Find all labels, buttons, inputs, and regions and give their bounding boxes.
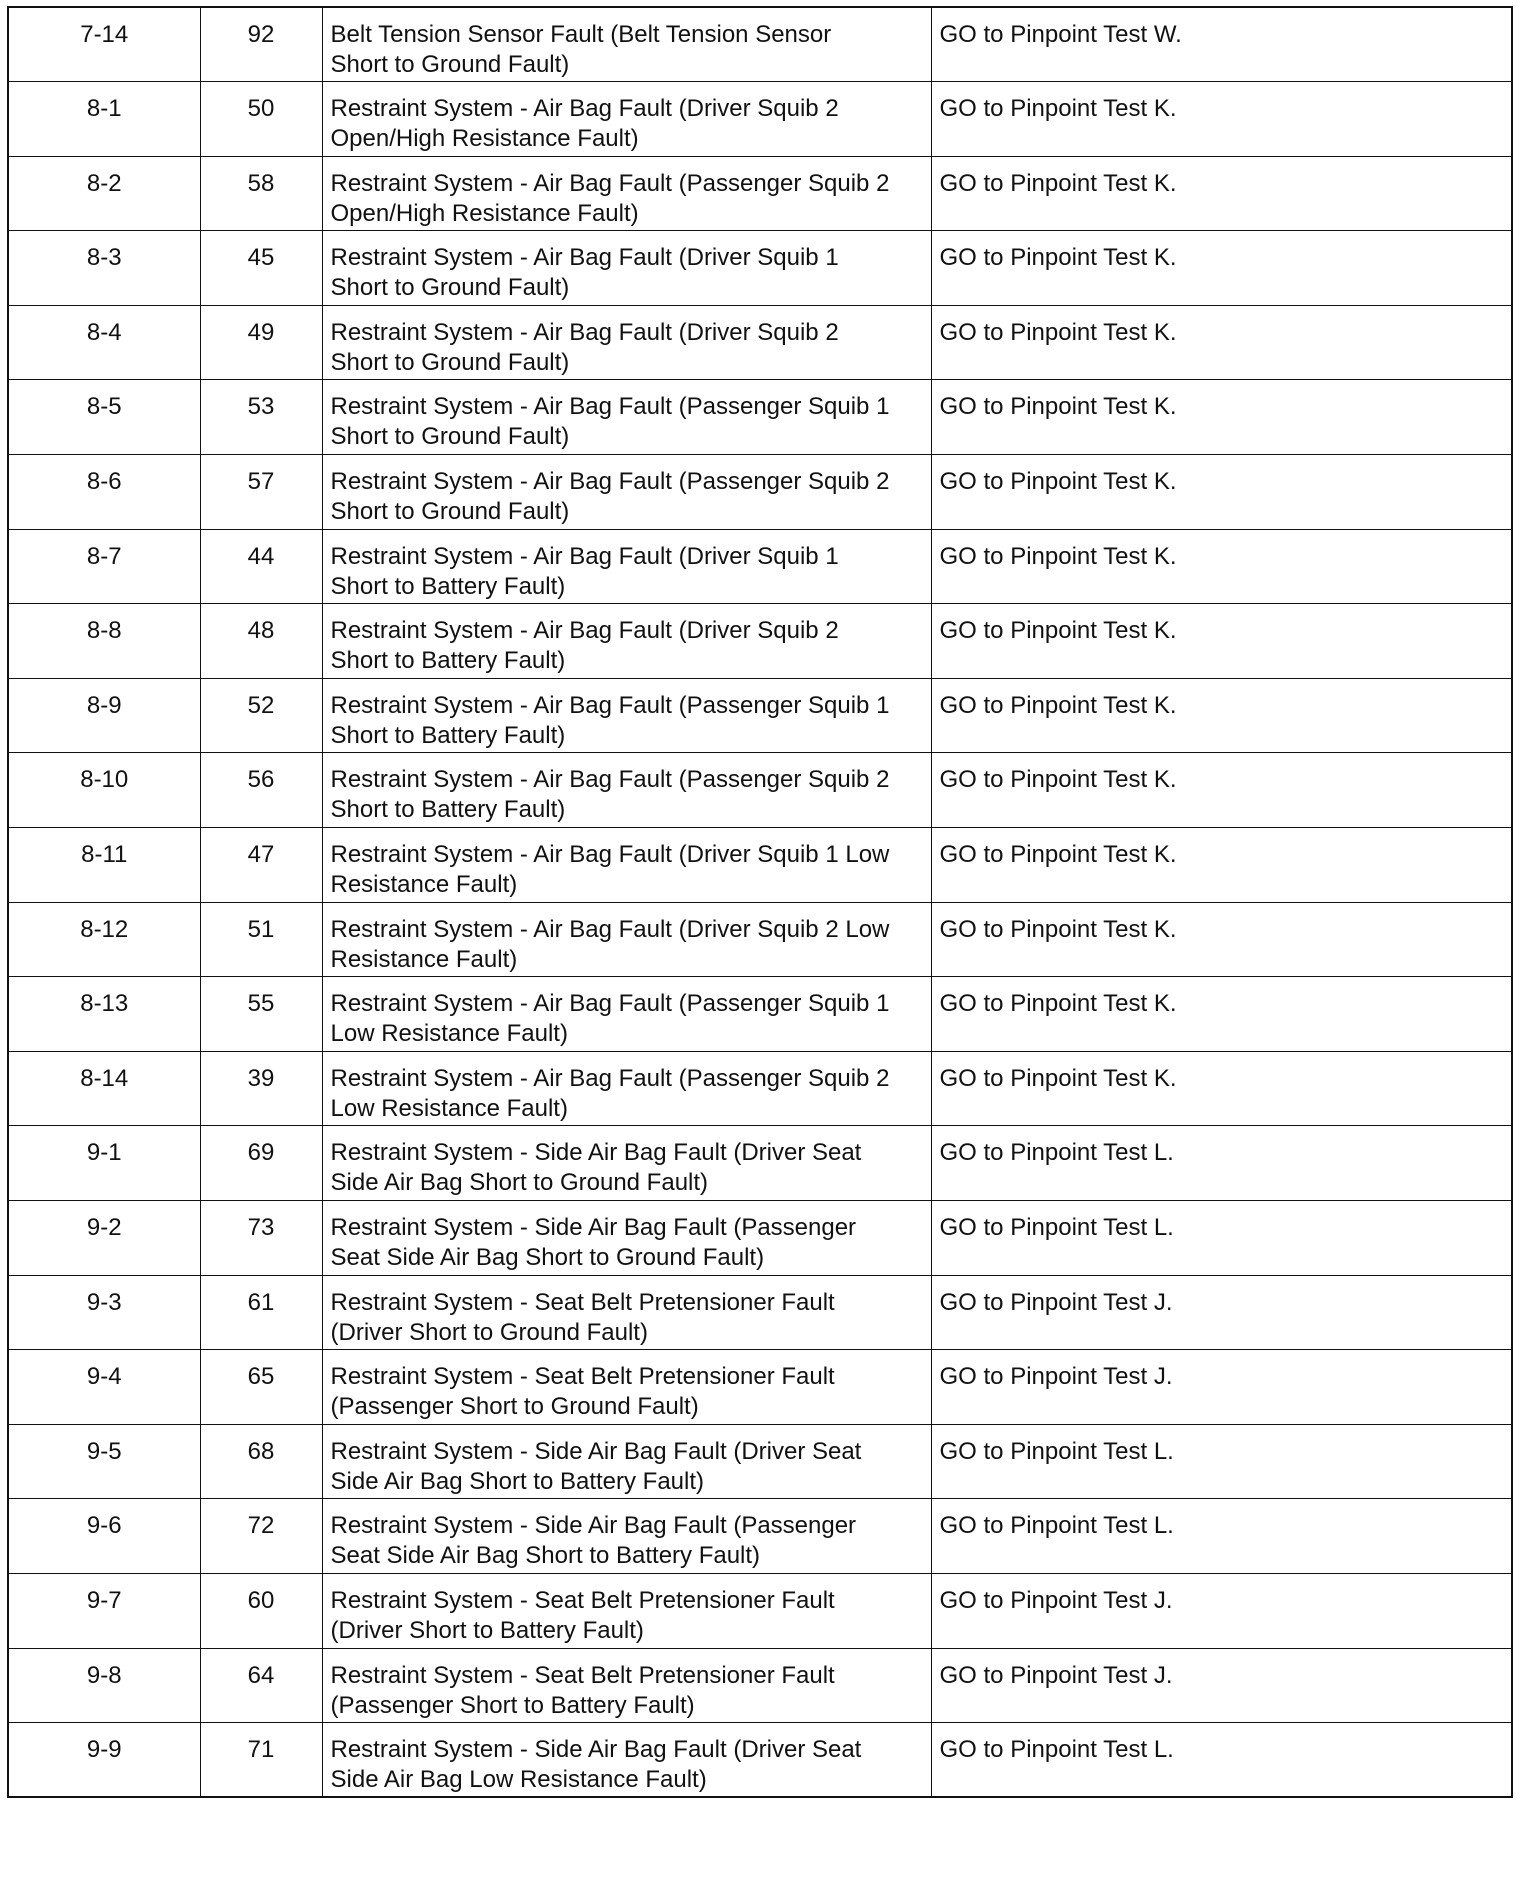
dtc-number-cell: 92 (200, 7, 322, 82)
table-row (8, 1723, 1512, 1798)
action-cell: GO to Pinpoint Test L. (931, 1424, 1512, 1499)
action-cell: GO to Pinpoint Test L. (931, 1499, 1512, 1574)
action-cell: GO to Pinpoint Test K. (931, 380, 1512, 455)
description-line: Restraint System - Seat Belt Pretensioner Fault (330, 1363, 835, 1391)
description-line: Restraint System - Seat Belt Pretensioner Fault (330, 1661, 835, 1689)
dtc-number-cell: 58 (200, 156, 322, 231)
table-row (8, 753, 1512, 828)
fault-code-cell: 8-14 (8, 1051, 200, 1126)
fault-code-cell: 9-4 (8, 1350, 200, 1425)
description-line: (Passenger Short to Ground Fault) (330, 1393, 699, 1421)
dtc-number-cell: 39 (200, 1051, 322, 1126)
description-line: Short to Battery Fault) (330, 572, 566, 600)
action-cell: GO to Pinpoint Test K. (931, 678, 1512, 753)
fault-description-cell (322, 1350, 931, 1425)
description-line: Open/High Resistance Fault) (330, 199, 639, 227)
fault-description-cell (322, 1201, 931, 1276)
description-line: Restraint System - Side Air Bag Fault (Passenger (330, 1214, 857, 1241)
fault-code-cell: 8-8 (8, 604, 200, 679)
dtc-number-cell: 50 (200, 82, 322, 157)
table-row (8, 604, 1512, 679)
description-line: Resistance Fault) (330, 871, 518, 899)
fault-description-cell (322, 455, 931, 530)
fault-description-cell (322, 305, 931, 380)
description-line: Short to Battery Fault) (330, 796, 566, 824)
description-line: (Driver Short to Battery Fault) (330, 1616, 644, 1644)
action-cell: GO to Pinpoint Test K. (931, 902, 1512, 977)
description-line: Seat Side Air Bag Short to Battery Fault) (330, 1542, 761, 1570)
table-row (8, 1573, 1512, 1648)
fault-code-cell: 7-14 (8, 7, 200, 82)
fault-code-cell: 8-2 (8, 156, 200, 231)
fault-code-cell: 8-13 (8, 977, 200, 1052)
fault-table-body (8, 7, 1512, 1797)
dtc-number-cell: 65 (200, 1350, 322, 1425)
fault-code-cell: 9-6 (8, 1499, 200, 1574)
fault-code-cell: 8-11 (8, 828, 200, 903)
description-line: Side Air Bag Low Resistance Fault) (330, 1766, 707, 1794)
action-cell: GO to Pinpoint Test K. (931, 82, 1512, 157)
fault-code-table (7, 6, 1513, 1798)
table-row (8, 1499, 1512, 1574)
table-row (8, 1201, 1512, 1276)
description-line: (Driver Short to Ground Fault) (330, 1318, 648, 1346)
fault-description-cell (322, 529, 931, 604)
action-cell: GO to Pinpoint Test L. (931, 1201, 1512, 1276)
action-cell: GO to Pinpoint Test J. (931, 1573, 1512, 1648)
description-line: Restraint System - Air Bag Fault (Driver Squib 1 (330, 542, 839, 570)
table-row (8, 1126, 1512, 1201)
dtc-number-cell: 51 (200, 902, 322, 977)
table-row (8, 305, 1512, 380)
fault-code-cell: 8-7 (8, 529, 200, 604)
fault-description-cell (322, 753, 931, 828)
dtc-number-cell: 45 (200, 231, 322, 306)
description-line: Short to Ground Fault) (330, 348, 570, 376)
action-cell: GO to Pinpoint Test L. (931, 1723, 1512, 1798)
table-row (8, 902, 1512, 977)
action-cell: GO to Pinpoint Test K. (931, 604, 1512, 679)
description-line: Restraint System - Air Bag Fault (Passenger Squib 2 (330, 169, 890, 197)
action-cell: GO to Pinpoint Test K. (931, 529, 1512, 604)
description-line: Restraint System - Air Bag Fault (Driver Squib 1 Low (330, 841, 890, 869)
description-line: Restraint System - Seat Belt Pretensioner Fault (330, 1288, 835, 1316)
fault-code-cell: 9-3 (8, 1275, 200, 1350)
dtc-number-cell: 64 (200, 1648, 322, 1723)
fault-code-cell: 8-5 (8, 380, 200, 455)
fault-code-cell: 8-3 (8, 231, 200, 306)
fault-code-cell: 9-1 (8, 1126, 200, 1201)
dtc-number-cell: 61 (200, 1275, 322, 1350)
table-row (8, 156, 1512, 231)
action-cell: GO to Pinpoint Test K. (931, 305, 1512, 380)
table-row (8, 828, 1512, 903)
description-line: Restraint System - Seat Belt Pretensioner Fault (330, 1586, 835, 1614)
fault-description-cell (322, 1275, 931, 1350)
description-line: Side Air Bag Short to Battery Fault) (330, 1467, 705, 1495)
fault-description-cell (322, 7, 931, 82)
fault-description-cell (322, 1051, 931, 1126)
table-row (8, 82, 1512, 157)
fault-code-cell: 9-7 (8, 1573, 200, 1648)
description-line: Short to Ground Fault) (330, 498, 570, 526)
dtc-number-cell: 47 (200, 828, 322, 903)
description-line: Short to Ground Fault) (330, 51, 570, 78)
dtc-number-cell: 71 (200, 1723, 322, 1798)
table-row (8, 455, 1512, 530)
description-line: Restraint System - Side Air Bag Fault (Driver Seat (330, 1736, 862, 1764)
description-line: Restraint System - Air Bag Fault (Passenger Squib 2 (330, 766, 890, 794)
table-row (8, 678, 1512, 753)
description-line: Low Resistance Fault) (330, 1094, 568, 1122)
dtc-number-cell: 57 (200, 455, 322, 530)
description-line: Seat Side Air Bag Short to Ground Fault) (330, 1244, 765, 1271)
table-row (8, 231, 1512, 306)
description-line: Belt Tension Sensor Fault (Belt Tension Sensor (330, 21, 832, 48)
fault-description-cell (322, 156, 931, 231)
fault-code-cell: 8-6 (8, 455, 200, 530)
table-row (8, 1275, 1512, 1350)
dtc-number-cell: 69 (200, 1126, 322, 1201)
description-line: Restraint System - Air Bag Fault (Passenger Squib 2 (330, 468, 890, 496)
action-cell: GO to Pinpoint Test K. (931, 455, 1512, 530)
fault-description-cell (322, 1424, 931, 1499)
dtc-number-cell: 73 (200, 1201, 322, 1276)
dtc-number-cell: 48 (200, 604, 322, 679)
fault-code-cell: 9-5 (8, 1424, 200, 1499)
dtc-number-cell: 53 (200, 380, 322, 455)
fault-code-cell: 8-1 (8, 82, 200, 157)
dtc-number-cell: 44 (200, 529, 322, 604)
table-row (8, 1350, 1512, 1425)
table-row (8, 1424, 1512, 1499)
fault-description-cell (322, 1648, 931, 1723)
fault-code-cell: 8-12 (8, 902, 200, 977)
action-cell: GO to Pinpoint Test K. (931, 231, 1512, 306)
action-cell: GO to Pinpoint Test J. (931, 1275, 1512, 1350)
dtc-number-cell: 52 (200, 678, 322, 753)
action-cell: GO to Pinpoint Test J. (931, 1350, 1512, 1425)
description-line: Short to Battery Fault) (330, 721, 566, 749)
description-line: Resistance Fault) (330, 945, 518, 973)
dtc-number-cell: 72 (200, 1499, 322, 1574)
description-line: Restraint System - Air Bag Fault (Driver Squib 2 Low (330, 915, 890, 943)
dtc-number-cell: 49 (200, 305, 322, 380)
dtc-number-cell: 56 (200, 753, 322, 828)
description-line: Side Air Bag Short to Ground Fault) (330, 1169, 709, 1197)
description-line: Short to Ground Fault) (330, 274, 570, 302)
description-line: Low Resistance Fault) (330, 1020, 568, 1048)
action-cell: GO to Pinpoint Test K. (931, 156, 1512, 231)
description-line: Open/High Resistance Fault) (330, 125, 639, 153)
fault-description-cell (322, 604, 931, 679)
action-cell: GO to Pinpoint Test K. (931, 1051, 1512, 1126)
fault-description-cell (322, 1573, 931, 1648)
table-row (8, 380, 1512, 455)
fault-description-cell (322, 380, 931, 455)
fault-code-cell: 8-4 (8, 305, 200, 380)
description-line: Restraint System - Air Bag Fault (Passenger Squib 1 (330, 393, 890, 421)
dtc-number-cell: 68 (200, 1424, 322, 1499)
dtc-number-cell: 55 (200, 977, 322, 1052)
action-cell: GO to Pinpoint Test K. (931, 753, 1512, 828)
description-line: Restraint System - Air Bag Fault (Passenger Squib 1 (330, 691, 890, 719)
fault-code-cell: 8-9 (8, 678, 200, 753)
action-cell: GO to Pinpoint Test K. (931, 828, 1512, 903)
dtc-number-cell: 60 (200, 1573, 322, 1648)
description-line: Short to Ground Fault) (330, 423, 570, 451)
fault-description-cell (322, 82, 931, 157)
description-line: Restraint System - Air Bag Fault (Passenger Squib 2 (330, 1064, 890, 1092)
fault-code-cell: 8-10 (8, 753, 200, 828)
description-line: Restraint System - Air Bag Fault (Driver Squib 2 (330, 95, 839, 123)
fault-description-cell (322, 678, 931, 753)
fault-code-cell: 9-2 (8, 1201, 200, 1276)
description-line: Restraint System - Air Bag Fault (Passenger Squib 1 (330, 990, 890, 1018)
description-line: Restraint System - Side Air Bag Fault (Driver Seat (330, 1437, 862, 1465)
description-line: Restraint System - Air Bag Fault (Driver Squib 1 (330, 244, 839, 272)
table-row (8, 1051, 1512, 1126)
description-line: Restraint System - Air Bag Fault (Driver Squib 2 (330, 617, 839, 645)
fault-description-cell (322, 231, 931, 306)
table-row (8, 529, 1512, 604)
fault-code-cell: 9-9 (8, 1723, 200, 1798)
table-row (8, 977, 1512, 1052)
description-line: Restraint System - Air Bag Fault (Driver Squib 2 (330, 318, 839, 346)
action-cell: GO to Pinpoint Test L. (931, 1126, 1512, 1201)
fault-description-cell (322, 977, 931, 1052)
description-line: Short to Battery Fault) (330, 647, 566, 675)
action-cell: GO to Pinpoint Test W. (931, 7, 1512, 82)
action-cell: GO to Pinpoint Test J. (931, 1648, 1512, 1723)
description-line: (Passenger Short to Battery Fault) (330, 1691, 695, 1719)
fault-code-cell: 9-8 (8, 1648, 200, 1723)
description-line: Restraint System - Side Air Bag Fault (Driver Seat (330, 1139, 862, 1167)
table-row (8, 7, 1512, 82)
fault-description-cell (322, 1499, 931, 1574)
fault-description-cell (322, 1723, 931, 1798)
action-cell: GO to Pinpoint Test K. (931, 977, 1512, 1052)
fault-description-cell (322, 828, 931, 903)
fault-description-cell (322, 902, 931, 977)
fault-description-cell (322, 1126, 931, 1201)
description-line: Restraint System - Side Air Bag Fault (Passenger (330, 1512, 857, 1540)
table-row (8, 1648, 1512, 1723)
